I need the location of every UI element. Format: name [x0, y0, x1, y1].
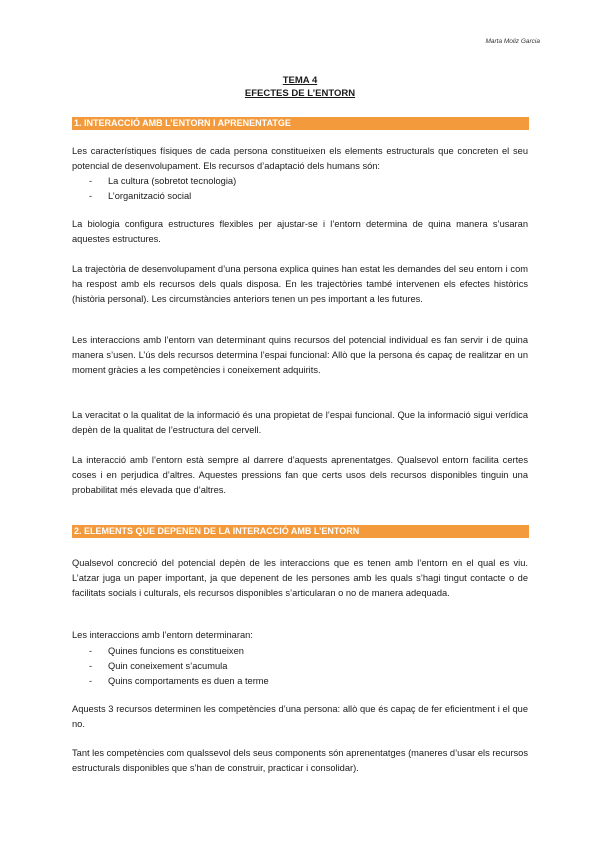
section-1-paragraph-1: Les característiques físiques de cada persona constitueixen els elements estructurals que concreten el seu potencial de desenvolupament. Els recursos d’adaptació dels humans són: [72, 146, 528, 171]
author-name: Marta Moliz Garcia [485, 38, 540, 45]
section-1-paragraph-6: La interacció amb l’entorn està sempre al darrere d’aquests aprenentatges. Qualsevol entorn facilita certes coses i en perjudica d’altres. Aquestes pressions fan que certs usos dels recursos disponibles tinguin una probabilitat més elevada que d’altres. [72, 455, 528, 495]
section-2-heading: 2. ELEMENTS QUE DEPENEN DE LA INTERACCIÓ AMB L’ENTORN [72, 525, 529, 538]
title-subject: EFECTES DE L’ENTORN [244, 88, 356, 99]
section-1-paragraph-3: La trajectòria de desenvolupament d’una persona explica quines han estat les demandes del seu entorn i com ha respost amb els recursos dels quals disposa. En les trajectòries també intervenen els efectes històrics (història personal). Les circumstàncies anteriors tenen un pes important a les futures. [72, 264, 528, 304]
list-item: - L’organització social [89, 189, 236, 204]
section-2-list [89, 644, 269, 689]
section-2-paragraph-1: Qualsevol concreció del potencial depèn de les interaccions que es tenen amb l’entorn en el qual es viu. L’atzar juga un paper important, ja que depenent de les persones amb les quals s’hagi tingut contacte o de facilitats socials i culturals, els recursos disponibles s’articularan o no de manera adequada. [72, 558, 528, 598]
section-2-paragraph-4: Tant les competències com qualssevol dels seus components són aprenentatges (maneres d’usar els recursos estructurals disponibles que s’han de construir, practicar i consolidar). [72, 748, 528, 773]
section-2-paragraph-3: Aquests 3 recursos determinen les competències d’una persona: allò que és capaç de fer eficientment i el que no. [72, 704, 528, 729]
list-item: - Quines funcions es constitueixen [89, 644, 269, 659]
section-1-list [89, 174, 236, 204]
section-1-paragraph-2: La biologia configura estructures flexibles per ajustar-se i l’entorn determina de quina manera s’usaran aquestes estructures. [72, 219, 528, 244]
section-1-paragraph-4: Les interaccions amb l’entorn van determinant quins recursos del potencial individual es fan servir i de quina manera s’usen. L’ús dels recursos determina l’espai funcional: Allò que la persona és capaç de realitzar en un moment gràcies a les competències i coneixement adquirits. [72, 335, 528, 375]
section-1-heading: 1. INTERACCIÓ AMB L’ENTORN I APRENENTATGE [72, 117, 529, 130]
section-2-paragraph-2: Les interaccions amb l’entorn determinaran: [72, 630, 253, 640]
list-item: - La cultura (sobretot tecnologia) [89, 174, 236, 189]
document-title [0, 74, 600, 100]
list-item: - Quin coneixement s’acumula [89, 659, 269, 674]
section-1-paragraph-5: La veracitat o la qualitat de la informació és una propietat de l’espai funcional. Que la informació sigui verídica depèn de la qualitat de l’estructura del cervell. [72, 410, 528, 435]
title-topic: TEMA 4 [282, 75, 318, 86]
list-item: - Quins comportaments es duen a terme [89, 674, 269, 689]
